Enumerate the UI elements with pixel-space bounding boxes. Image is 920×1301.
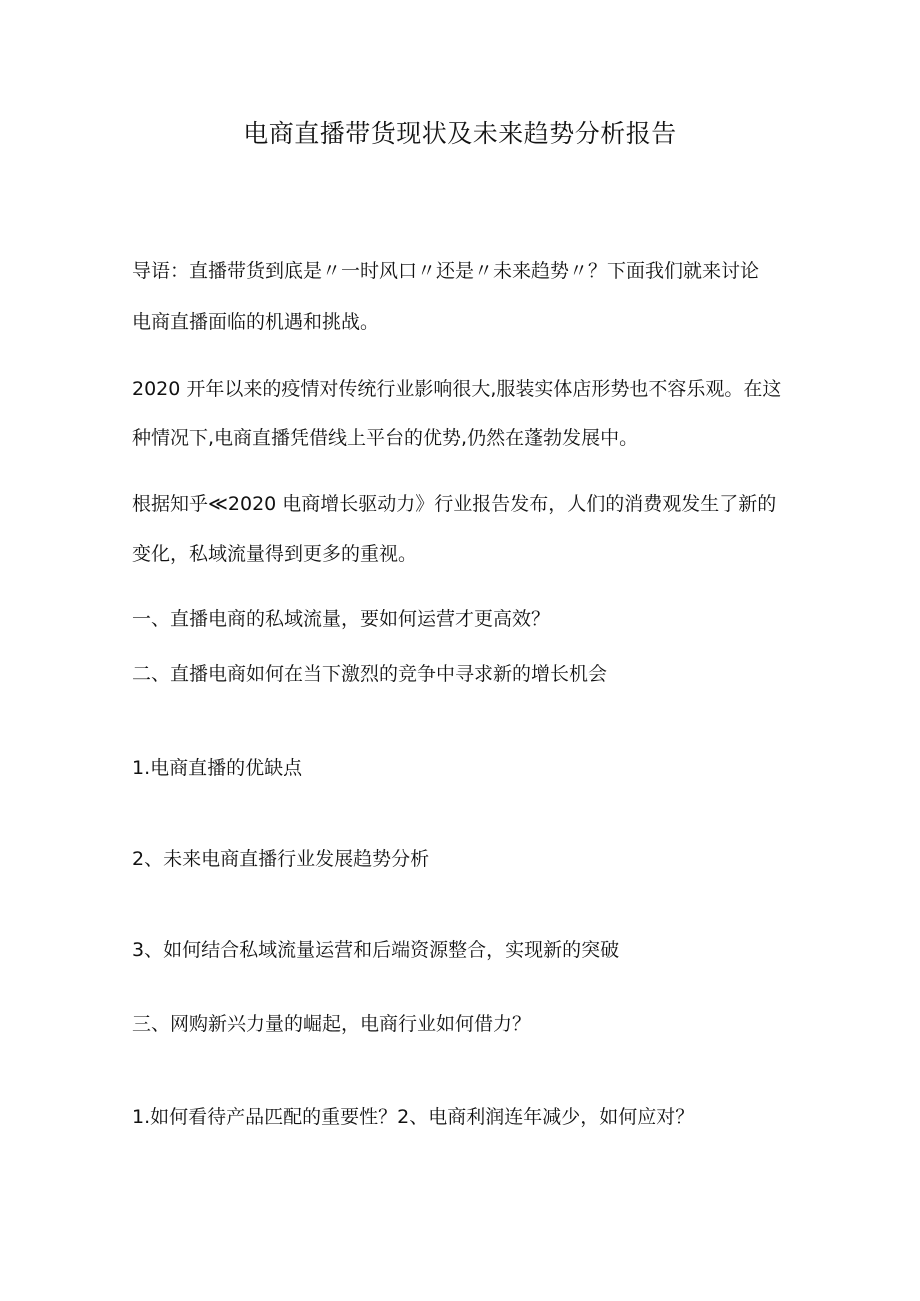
outline-item-2: 二、直播电商如何在当下激烈的竞争中寻求新的增长机会 [132, 663, 608, 685]
outline-item-2-3: 3、如何结合私域流量运营和后端资源整合，实现新的突破 [132, 939, 620, 961]
outline-item-3-sub: 1.如何看待产品匹配的重要性？2、电商利润连年减少，如何应对？ [132, 1106, 695, 1128]
intro-line-1: 导语：直播带货到底是〃一时风口〃还是〃未来趋势〃？下面我们就来讨论 [132, 260, 760, 282]
paragraph-2-line-1: 根据知乎≪2020 电商增长驱动力》行业报告发布，人们的消费观发生了新的 [132, 493, 777, 515]
outline-item-2-1: 1.电商直播的优缺点 [132, 757, 303, 779]
intro-line-2: 电商直播面临的机遇和挑战。 [132, 311, 380, 333]
document-title: 电商直播带货现状及未来趋势分析报告 [243, 119, 677, 148]
paragraph-1-line-1: 2020 开年以来的疫情对传统行业影响很大,服装实体店形势也不容乐观。在这 [132, 378, 782, 400]
paragraph-1-line-2: 种情况下,电商直播凭借线上平台的优势,仍然在蓬勃发展中。 [132, 427, 639, 449]
paragraph-2-line-2: 变化，私域流量得到更多的重视。 [132, 543, 418, 565]
outline-item-3: 三、网购新兴力量的崛起，电商行业如何借力？ [132, 1013, 532, 1035]
outline-item-1: 一、直播电商的私域流量，要如何运营才更高效？ [132, 608, 551, 630]
outline-item-2-2: 2、未来电商直播行业发展趋势分析 [132, 848, 430, 870]
